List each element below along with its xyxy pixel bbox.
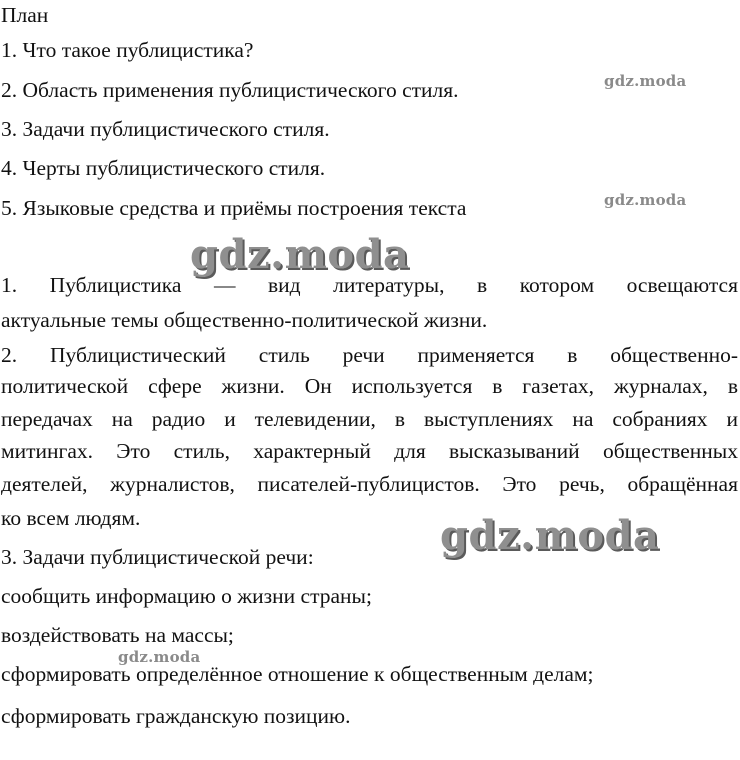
watermark-3: gdz.moda (190, 231, 410, 278)
answer-3-item-4: сформировать гражданскую позицию. (1, 704, 351, 728)
answer-3-item-3: сформировать определённое отношение к общественным делам; (1, 662, 594, 686)
plan-item-2: 2. Область применения публицистического стиля. (1, 78, 459, 102)
watermark-2: gdz.moda (604, 191, 687, 209)
answer-1-line-1: 1. Публицистика — вид литературы, в котором освещаются (1, 273, 738, 297)
plan-heading: План (1, 3, 49, 27)
plan-item-5: 5. Языковые средства и приёмы построения текста (1, 196, 467, 220)
answer-3-heading: 3. Задачи публицистической речи: (1, 545, 314, 569)
watermark-4: gdz.moda (440, 512, 660, 559)
watermark-1: gdz.moda (604, 72, 687, 90)
answer-1-line-2: актуальные темы общественно-политической жизни. (1, 308, 488, 332)
plan-item-1: 1. Что такое публицистика? (1, 38, 254, 62)
answer-3-item-1: сообщить информацию о жизни страны; (1, 584, 372, 608)
answer-2-line-5: деятелей, журналистов, писателей-публицистов. Это речь, обращённая (1, 472, 738, 496)
plan-item-3: 3. Задачи публицистического стиля. (1, 117, 330, 141)
answer-2-line-3: передачах на радио и телевидении, в выступлениях на собраниях и (1, 407, 738, 431)
watermark-5: gdz.moda (118, 648, 201, 666)
answer-3-item-2: воздействовать на массы; (1, 623, 234, 647)
answer-2-line-1: 2. Публицистический стиль речи применяется в общественно- (1, 343, 738, 367)
plan-item-4: 4. Черты публицистического стиля. (1, 156, 326, 180)
answer-2-line-2: политической сфере жизни. Он используется в газетах, журналах, в (1, 374, 738, 398)
answer-2-line-4: митингах. Это стиль, характерный для высказываний общественных (1, 439, 738, 463)
answer-2-line-6: ко всем людям. (1, 506, 141, 530)
